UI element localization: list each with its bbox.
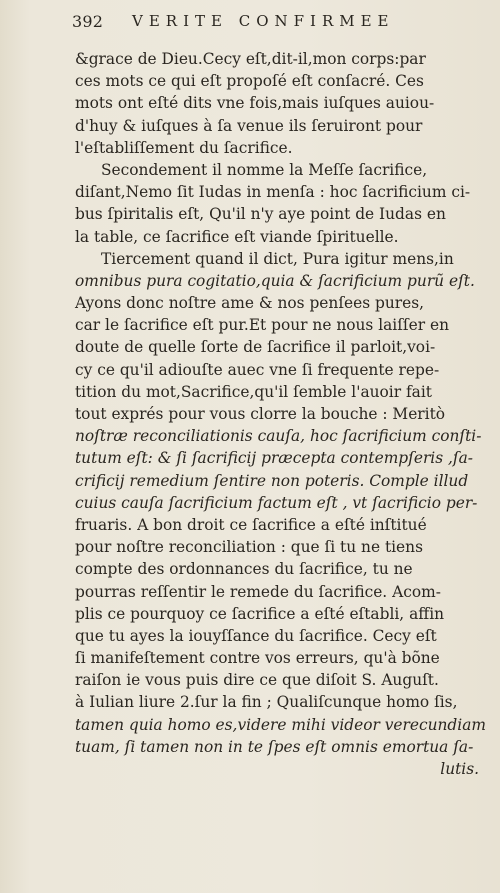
text-line: tamen quia homo es,videre mihi videor verecundiam <box>75 715 486 734</box>
text-line: tition du mot,Sacrifice,qu'il ſemble l'auoir fait <box>75 382 432 401</box>
text-line: cy ce qu'il adiouſte auec vne ſi frequente repe- <box>75 360 440 379</box>
text-line: omnibus pura cogitatio,quia & ſacrificium purũ eſt. <box>75 271 475 290</box>
text-line: Ayons donc noſtre ame & nos penſees pures, <box>75 294 425 313</box>
text-line: mots ont eſté dits vne fois,mais iuſques auiou- <box>75 94 435 113</box>
text-line: cuius cauſa ſacrificium factum eſt , vt ſacrificio per- <box>75 493 478 512</box>
text-line: que tu ayes la iouyſſance du ſacrifice. Cecy eſt <box>75 626 437 645</box>
text-line: Tiercement quand il dict, Pura igitur mens,in <box>101 249 454 268</box>
text-line: noſtræ reconciliationis cauſa, hoc ſacrificium conſti- <box>75 427 482 446</box>
text-line: lutis. <box>440 760 479 778</box>
text-line: crificij remedium ſentire non poteris. Comple illud <box>75 471 469 490</box>
text-line: &grace de Dieu.Cecy eſt,dit-il,mon corps:par <box>75 50 426 68</box>
text-line: ſi manifeſtement contre vos erreurs, qu'à bõne <box>75 649 440 668</box>
text-line: pourras reſſentir le remede du ſacrifice. Acom- <box>75 582 441 601</box>
text-line: tutum eſt: & ſi ſacrificij præcepta contempſeris ,ſa- <box>75 449 473 468</box>
text-line: compte des ordonnances du ſacrifice, tu ne <box>75 560 413 579</box>
text-line: diſant,Nemo ſit Iudas in menſa : hoc ſacrificium ci- <box>75 183 471 202</box>
text-line: bus ſpiritalis eſt, Qu'il n'y aye point de Iudas en <box>75 205 446 224</box>
text-line: fruaris. A bon droit ce ſacrifice a eſté inſtitué <box>75 515 427 534</box>
page-number: 392 <box>72 12 104 31</box>
text-line: car le ſacrifice eſt pur.Et pour ne nous laiſſer en <box>75 316 450 335</box>
text-line: tuam, ſi tamen non in te ſpes eſt omnis emortua ſa- <box>75 737 474 756</box>
text-line: Secondement il nomme la Meſſe ſacrifice, <box>101 160 428 179</box>
text-line: ces mots ce qui eſt propoſé eſt conſacré. Ces <box>75 72 424 91</box>
running-title: VERITE CONFIRMEE <box>132 12 395 30</box>
text-line: tout exprés pour vous clorre la bouche : Meritò <box>75 405 446 423</box>
text-line: d'huy & iuſques à ſa venue ils ſeruiront pour <box>75 116 423 135</box>
text-line: à Iulian liure 2.ſur la fin ; Qualiſcunque homo ſis, <box>75 693 458 712</box>
text-line: pour noſtre reconciliation : que ſi tu ne tiens <box>75 538 423 557</box>
text-line: l'eſtabliſſement du ſacrifice. <box>75 138 293 157</box>
text-line: la table, ce ſacrifice eſt viande ſpirituelle. <box>75 227 399 246</box>
text-line: raiſon ie vous puis dire ce que diſoit S. Auguſt. <box>75 671 439 690</box>
body-text <box>75 48 487 780</box>
text-line: doute de quelle ſorte de ſacrifice il parloit,voi- <box>75 338 436 357</box>
text-line: plis ce pourquoy ce ſacrifice a eſté eſtabli, affin <box>75 604 445 623</box>
